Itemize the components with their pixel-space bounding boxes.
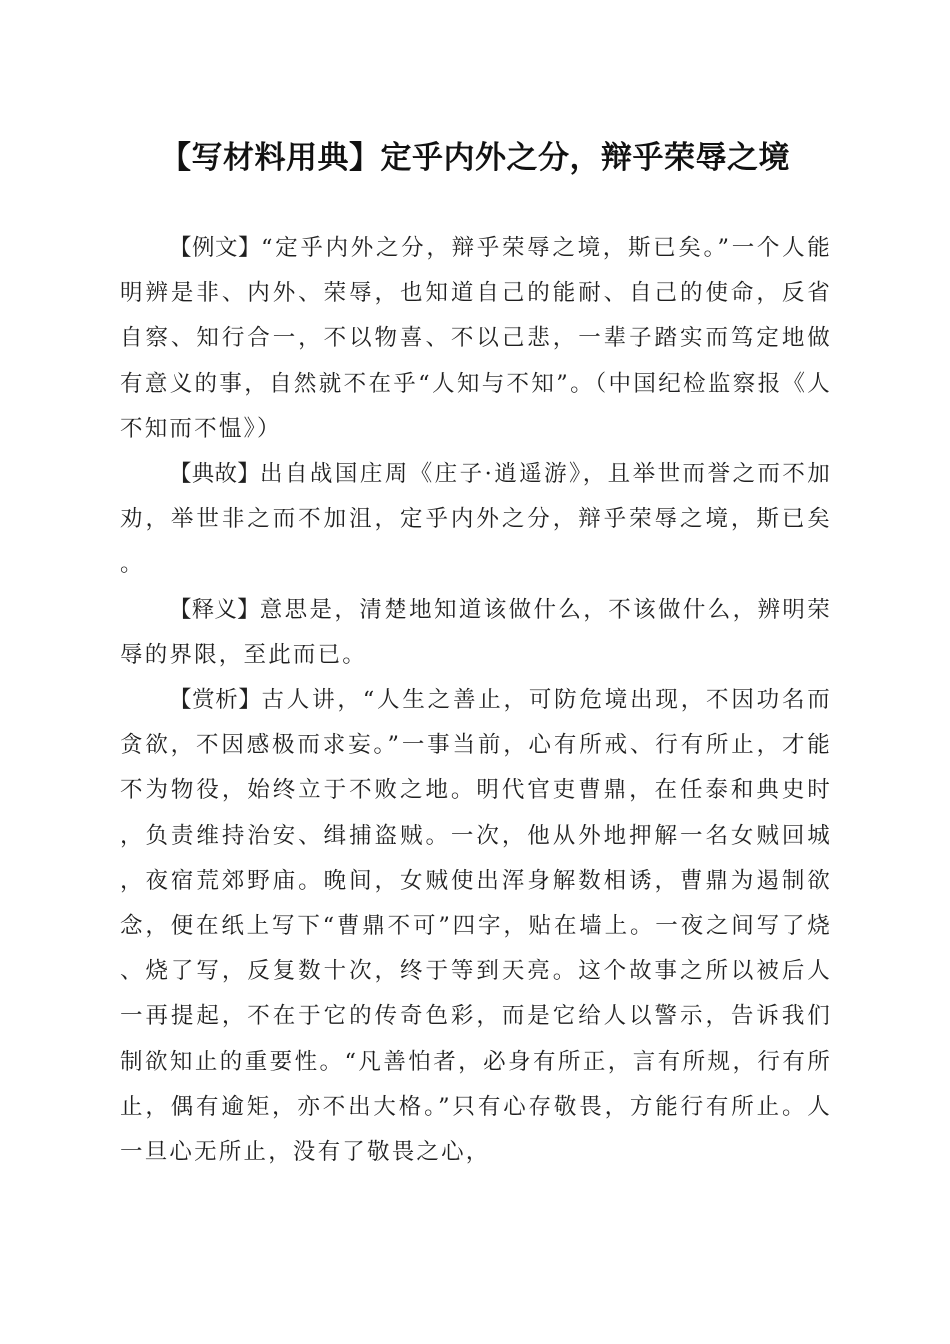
paragraph-tag: 【例文】 [169, 235, 261, 261]
paragraph-text: 出自战国庄周《庄子·逍遥游》，且举世而誉之而不加劝，举世非之而不加沮，定乎内外之分，辩乎荣辱之境，斯已矣。 [120, 461, 832, 578]
document-body [120, 226, 832, 1175]
paragraph-text: “定乎内外之分，辩乎荣辱之境，斯已矣。”一个人能明辨是非、内外、荣辱，也知道自己的能耐、自己的使命，反省自察、知行合一，不以物喜、不以己悲，一辈子踏实而笃定地做有意义的事，自然就不在乎“人知与不知”。（中国纪检监察报《人不知而不愠》） [120, 235, 832, 442]
paragraph-tag: 【赏析】 [169, 687, 262, 714]
paragraph-text: 古人讲，“人生之善止，可防危境出现，不因功名而贪欲，不因感极而求妄。”一事当前，心有所戒、行有所止，才能不为物役，始终立于不败之地。明代官吏曹鼎，在任泰和典史时，负责维持治安、缉捕盗贼。一次，他从外地押解一名女贼回城，夜宿荒郊野庙。晚间，女贼使出浑身解数相诱，曹鼎为遏制欲念，便在纸上写下“曹鼎不可”四字，贴在墙上。一夜之间写了烧、烧了写，反复数十次，终于等到天亮。这个故事之所以被后人一再提起，不在于它的传奇色彩，而是它给人以警示，告诉我们制欲知止的重要性。“凡善怕者，必身有所正，言有所规，行有所止，偶有逾矩，亦不出大格。”只有心存敬畏，方能行有所止。人一旦心无所止，没有了敬畏之心， [120, 687, 832, 1166]
paragraph-tag: 【释义】 [169, 596, 260, 623]
document-title: 【写材料用典】定乎内外之分，辩乎荣辱之境 [160, 140, 790, 176]
paragraph-allusion [120, 452, 832, 588]
paragraph-tag: 【典故】 [169, 461, 261, 488]
paragraph-example [120, 226, 832, 452]
paragraph-meaning [120, 588, 832, 678]
paragraph-text: 意思是，清楚地知道该做什么，不该做什么，辨明荣辱的界限，至此而已。 [120, 596, 832, 668]
paragraph-analysis [120, 678, 832, 1175]
